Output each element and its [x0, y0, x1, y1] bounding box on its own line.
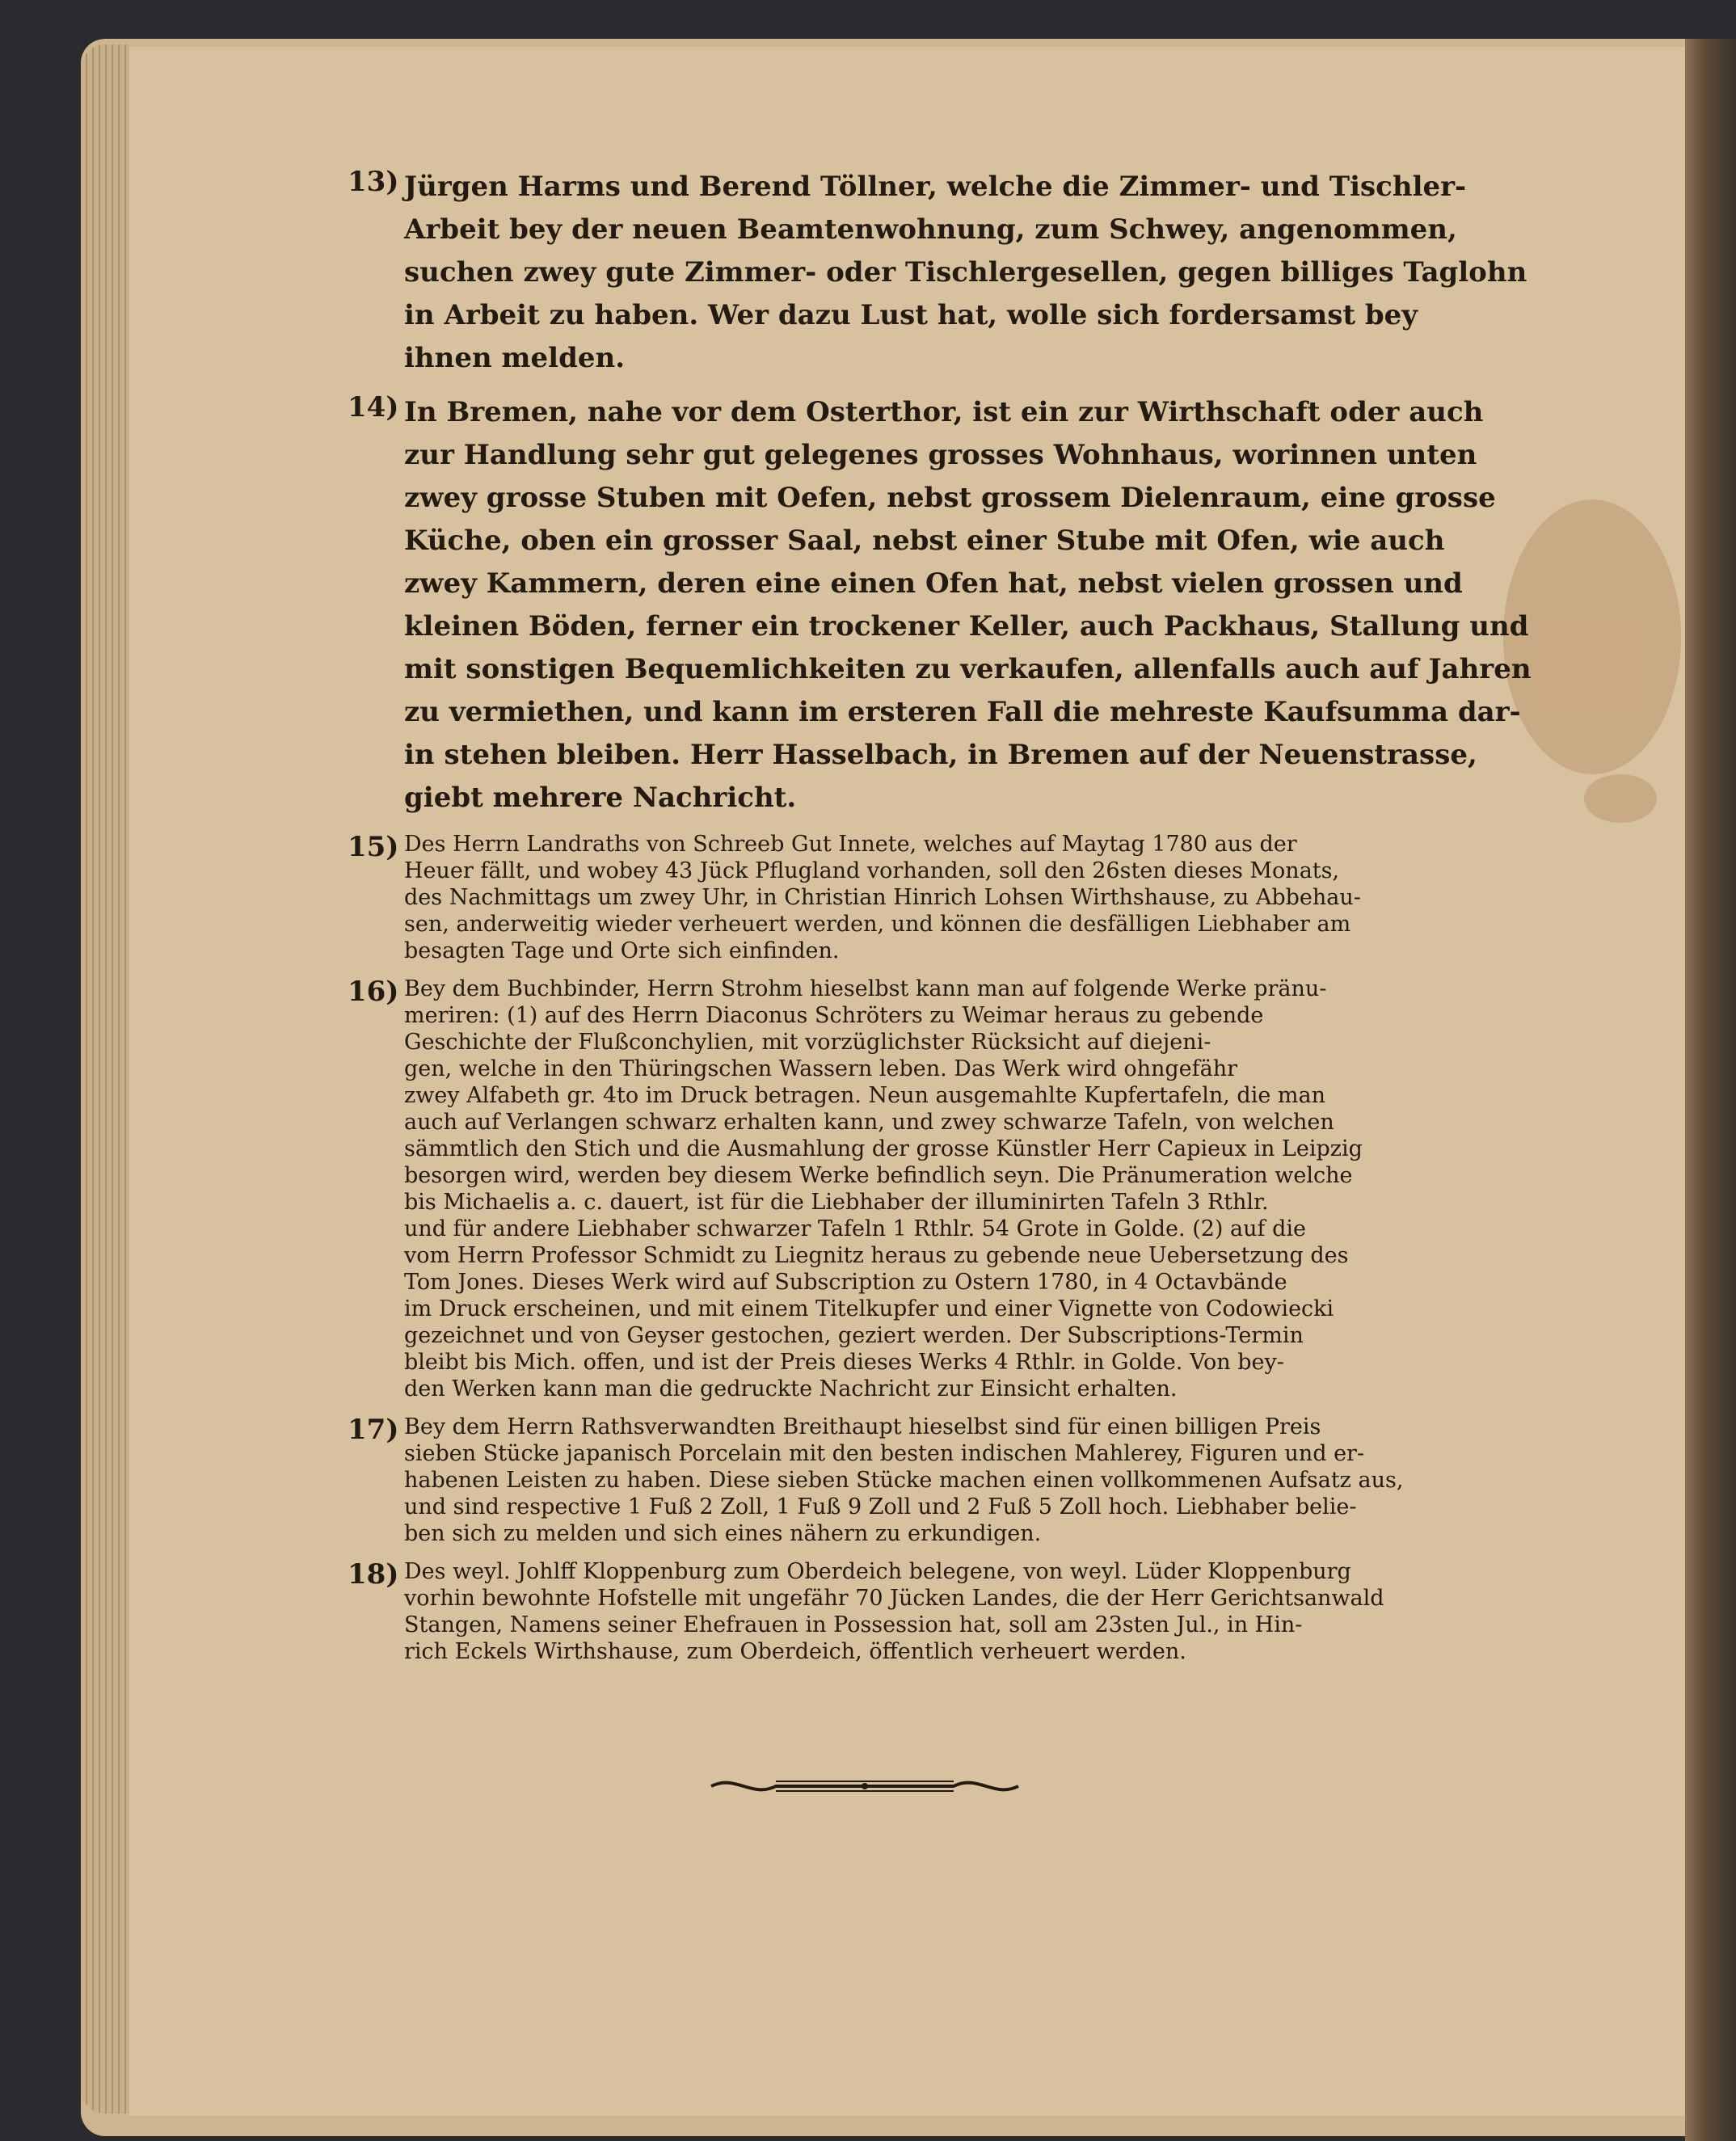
- text-line: Jürgen Harms und Berend Töllner, welche die Zimmer- und Tischler-: [404, 171, 1467, 203]
- text-line: Bey dem Buchbinder, Herrn Strohm hieselbst kann man auf folgende Werke pränu-: [404, 976, 1327, 1001]
- text-line: in Arbeit zu haben. Wer dazu Lust hat, wolle sich fordersamst bey: [404, 299, 1418, 331]
- text-line: zur Handlung sehr gut gelegenes grosses Wohnhaus, worinnen unten: [404, 439, 1477, 471]
- notice-13: [348, 166, 1568, 380]
- text-line: gezeichnet und von Geyser gestochen, geziert werden. Der Subscriptions-Termin: [404, 1323, 1304, 1348]
- text-line: gen, welche in den Thüringschen Wassern leben. Das Werk wird ohngefähr: [404, 1056, 1238, 1081]
- book-gutter: [1685, 39, 1736, 2141]
- page-edges: [81, 44, 131, 2114]
- notice-number: 18): [348, 1558, 399, 1591]
- text-line: Des weyl. Johlff Kloppenburg zum Oberdeich belegene, von weyl. Lüder Kloppenburg: [404, 1559, 1351, 1584]
- notice-number: 15): [348, 831, 399, 863]
- text-line: zwey grosse Stuben mit Oefen, nebst grossem Dielenraum, eine grosse: [404, 482, 1496, 514]
- notice-number: 17): [348, 1414, 399, 1446]
- notice-number: 16): [348, 976, 399, 1008]
- text-line: ben sich zu melden und sich eines nähern zu erkundigen.: [404, 1521, 1042, 1546]
- text-line: giebt mehrere Nachricht.: [404, 782, 797, 814]
- text-line: Tom Jones. Dieses Werk wird auf Subscription zu Ostern 1780, in 4 Octavbände: [404, 1270, 1287, 1295]
- text-line: habenen Leisten zu haben. Diese sieben Stücke machen einen vollkommenen Aufsatz aus,: [404, 1468, 1404, 1493]
- ornament-divider: [703, 1770, 1026, 1802]
- text-line: und für andere Liebhaber schwarzer Tafeln 1 Rthlr. 54 Grote in Golde. (2) auf die: [404, 1216, 1306, 1241]
- text-line: des Nachmittags um zwey Uhr, in Christian Hinrich Lohsen Wirthshause, zu Abbehau-: [404, 885, 1361, 910]
- notice-list: [348, 166, 1568, 1676]
- text-line: sämmtlich den Stich und die Ausmahlung der grosse Künstler Herr Capieux in Leipzig: [404, 1136, 1363, 1161]
- text-line: rich Eckels Wirthshause, zum Oberdeich, öffentlich verheuert werden.: [404, 1639, 1186, 1664]
- text-line: ihnen melden.: [404, 342, 626, 374]
- text-line: zwey Kammern, deren eine einen Ofen hat, nebst vielen grossen und: [404, 567, 1463, 600]
- notice-17: [348, 1414, 1568, 1547]
- text-line: Bey dem Herrn Rathsverwandten Breithaupt hieselbst sind für einen billigen Preis: [404, 1414, 1321, 1439]
- text-line: vom Herrn Professor Schmidt zu Liegnitz heraus zu gebende neue Uebersetzung des: [404, 1243, 1349, 1268]
- text-line: und sind respective 1 Fuß 2 Zoll, 1 Fuß 9 Zoll und 2 Fuß 5 Zoll hoch. Liebhaber belie-: [404, 1494, 1357, 1519]
- text-line: sieben Stücke japanisch Porcelain mit den besten indischen Mahlerey, Figuren und er-: [404, 1441, 1365, 1466]
- text-line: Stangen, Namens seiner Ehefrauen in Possession hat, soll am 23sten Jul., in Hin-: [404, 1612, 1303, 1637]
- text-line: den Werken kann man die gedruckte Nachricht zur Einsicht erhalten.: [404, 1376, 1178, 1401]
- text-line: Geschichte der Flußconchylien, mit vorzüglichster Rücksicht auf diejeni-: [404, 1030, 1211, 1055]
- text-line: Des Herrn Landraths von Schreeb Gut Innete, welches auf Maytag 1780 aus der: [404, 832, 1297, 857]
- notice-15: [348, 831, 1568, 964]
- notice-14: [348, 391, 1568, 820]
- text-line: Arbeit bey der neuen Beamtenwohnung, zum Schwey, angenommen,: [404, 213, 1457, 246]
- text-line: vorhin bewohnte Hofstelle mit ungefähr 70 Jücken Landes, die der Herr Gerichtsanwald: [404, 1586, 1384, 1611]
- text-line: In Bremen, nahe vor dem Osterthor, ist ein zur Wirthschaft oder auch: [404, 396, 1484, 428]
- text-line: sen, anderweitig wieder verheuert werden, und können die desfälligen Liebhaber am: [404, 912, 1351, 937]
- text-line: meriren: (1) auf des Herrn Diaconus Schröters zu Weimar heraus zu gebende: [404, 1003, 1264, 1028]
- text-line: besorgen wird, werden bey diesem Werke befindlich seyn. Die Pränumeration welche: [404, 1163, 1353, 1188]
- notice-18: [348, 1558, 1568, 1665]
- notice-number: 14): [348, 391, 399, 424]
- foxing-stain: [1584, 774, 1657, 823]
- text-line: im Druck erscheinen, und mit einem Titelkupfer und einer Vignette von Codowiecki: [404, 1296, 1334, 1321]
- notice-16: [348, 976, 1568, 1402]
- text-line: auch auf Verlangen schwarz erhalten kann, und zwey schwarze Tafeln, von welchen: [404, 1110, 1334, 1135]
- text-line: suchen zwey gute Zimmer- oder Tischlergesellen, gegen billiges Taglohn: [404, 256, 1527, 289]
- text-line: in stehen bleiben. Herr Hasselbach, in Bremen auf der Neuenstrasse,: [404, 739, 1477, 771]
- text-line: Heuer fällt, und wobey 43 Jück Pflugland vorhanden, soll den 26sten dieses Monats,: [404, 858, 1340, 883]
- text-line: kleinen Böden, ferner ein trockener Keller, auch Packhaus, Stallung und: [404, 610, 1529, 643]
- text-line: bleibt bis Mich. offen, und ist der Preis dieses Werks 4 Rthlr. in Golde. Von bey-: [404, 1350, 1284, 1375]
- text-line: zwey Alfabeth gr. 4to im Druck betragen. Neun ausgemahlte Kupfertafeln, die man: [404, 1083, 1325, 1108]
- notice-number: 13): [348, 166, 399, 198]
- text-line: besagten Tage und Orte sich einfinden.: [404, 938, 840, 963]
- text-line: Küche, oben ein grosser Saal, nebst einer Stube mit Ofen, wie auch: [404, 525, 1445, 557]
- text-line: mit sonstigen Bequemlichkeiten zu verkaufen, allenfalls auch auf Jahren: [404, 653, 1532, 685]
- text-line: zu vermiethen, und kann im ersteren Fall die mehreste Kaufsumma dar-: [404, 696, 1521, 728]
- text-line: bis Michaelis a. c. dauert, ist für die Liebhaber der illuminirten Tafeln 3 Rthlr.: [404, 1190, 1269, 1215]
